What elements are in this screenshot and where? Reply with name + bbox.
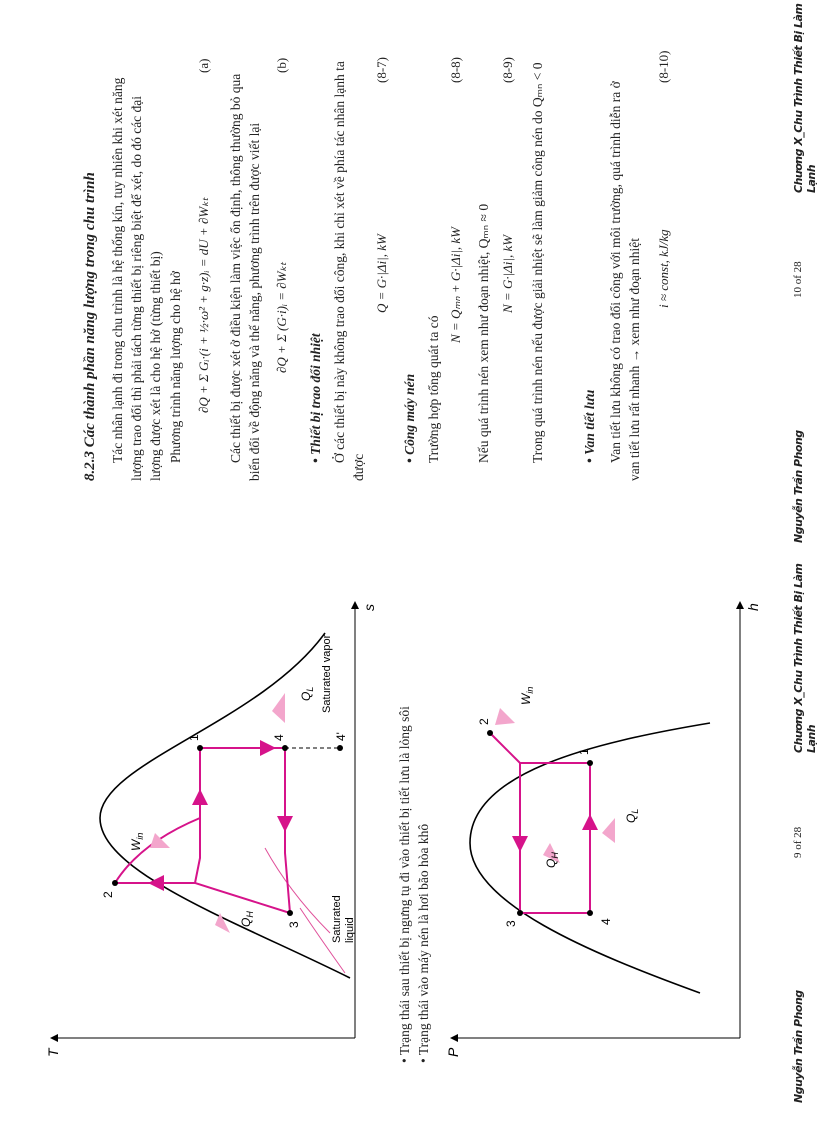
ts-point-1 [197,745,203,751]
para-1: Tác nhân lạnh đi trong chu trình là hệ thống kín, tuy nhiên khi xét năng lượng trao đổi thì phải tách từng thiết bị riêng biệt để xét, do đó các đại lượng được xét là cho hệ hở (từng thiết bị) [110,77,163,481]
ts-point-4 [282,745,288,751]
para-8: Van tiết lưu không có trao đổi công với môi trường, quá trình diễn ra ở van tiết lưu rất nhanh → xem như đoạn nhiệt [608,81,642,481]
section-heading: 8.2.3 Các thành phần năng lượng trong chu trình [82,172,98,481]
equation-b-tag: (b) [274,57,289,73]
ts-sat-vapor-label: Saturated vapor [321,634,333,713]
ph-axis-y-label: P [445,1047,461,1057]
ts-isobar-low [265,848,330,933]
ts-ql-arrow-icon [272,693,285,723]
ts-label-2: 2 [101,891,115,898]
left-page [0,563,816,1123]
ph-compress-line [490,733,520,763]
para-4: Ở các thiết bị này không trao đổi công, khi chỉ xét về phía tác nhân lạnh ta được [332,61,366,481]
equation-8-7-tag: (8-7) [374,57,389,83]
ph-label-2: 2 [477,718,491,725]
equation-8-9-tag: (8-9) [500,57,515,83]
ph-ql-arrow-icon [602,818,615,843]
right-footer-page: 10 of 28 [792,261,804,298]
ph-label-4: 4 [599,918,613,925]
ph-label-3: 3 [504,920,518,927]
ph-qh-label: $Q_H$ [544,852,560,868]
ts-diagram [40,593,385,1073]
ph-label-1: 1 [577,748,591,755]
ts-label-1: 1 [187,734,201,741]
ts-axis-x-label: s [361,604,377,611]
ph-w-label: $W_{in}$ [519,686,535,705]
equation-8-8-tag: (8-8) [448,57,463,83]
ph-cycle-rect [520,763,590,913]
ts-ql-label: $Q_L$ [299,686,315,701]
para-5: Trường hợp tổng quát ta có [426,315,441,463]
ts-label-4: 4 [272,734,286,741]
equation-8-10: i ≈ const, kJ/kg [656,229,671,308]
para-2: Phương trình năng lượng cho hệ hở [168,270,183,463]
equation-a: ∂Q + Σ Gᵢ·(i + ½·ω² + g·z)ᵢ = dU + ∂Wₖₜ [196,197,211,413]
right-page [0,3,816,563]
ts-sat-liquid-label-2: liquid [344,917,356,943]
ts-cycle-path [195,748,290,913]
ts-label-4p: 4' [334,732,348,741]
bullet-compressor: • Công máy nén [402,373,417,463]
para-3: Các thiết bị được xét ở điều kiện làm việc ổn định, thông thường bỏ qua biến đổi về động năng và thế năng, phương trình trên được viết lại [228,73,262,481]
equation-b: ∂Q + Σ (G·i)ᵢ = ∂Wₖₜ [274,262,289,373]
equation-8-8: N = Qₘₙ + G·|Δi|, kW [448,226,463,343]
bullet-valve: • Van tiết lưu [582,389,597,463]
equation-8-10-tag: (8-10) [656,50,671,83]
equation-8-7: Q = G·|Δi|, kW [374,234,389,313]
ph-axis-x-label: h [745,603,761,611]
bullet-item-2: • Trạng thái vào máy nén là hơi bão hòa khô [416,823,431,1063]
ph-ql-label: $Q_L$ [624,808,640,823]
ph-point-2 [487,730,493,736]
ph-point-3 [517,910,523,916]
ph-point-1 [587,760,593,766]
ts-bullets [395,583,433,1063]
right-footer-author: Nguyễn Trần Phong [792,430,805,543]
ts-point-4p [337,745,343,751]
bullet-item-1: • Trạng thái sau thiết bị ngưng tụ đi vào thiết bị tiết lưu là lỏng sôi [397,706,412,1063]
bullet-heat-exchanger: • Thiết bị trao đổi nhiệt [308,333,323,463]
ph-w-arrow-icon [495,708,515,725]
ph-point-4 [587,910,593,916]
ts-point-3 [287,910,293,916]
ts-point-2 [112,880,118,886]
ts-sat-liquid-label-1: Saturated [331,895,343,943]
ts-label-3: 3 [287,921,301,928]
left-footer-page: 9 of 28 [792,826,804,858]
ts-w-label: $W_{in}$ [129,832,145,851]
right-footer-chapter: Chương X_Chu Trình Thiết Bị Làm Lạnh [792,3,818,193]
para-7: Trong quá trình nén nếu được giải nhiệt sẽ làm giảm công nén do Qₘₙ < 0 [530,62,545,463]
equation-8-9: N = G·|Δi|, kW [500,234,515,313]
left-footer-chapter: Chương X_Chu Trình Thiết Bị Làm Lạnh [792,563,818,753]
ts-qh-label: $Q_H$ [239,911,255,927]
ph-diagram [440,593,760,1073]
ts-compress-curve [115,818,200,883]
equation-a-tag: (a) [196,58,211,73]
left-footer-author: Nguyễn Trần Phong [792,990,805,1103]
ts-axis-y-label: T [45,1048,61,1057]
para-6: Nếu quá trình nén xem như đoạn nhiệt, Qₘₙ ≈ 0 [476,203,491,463]
